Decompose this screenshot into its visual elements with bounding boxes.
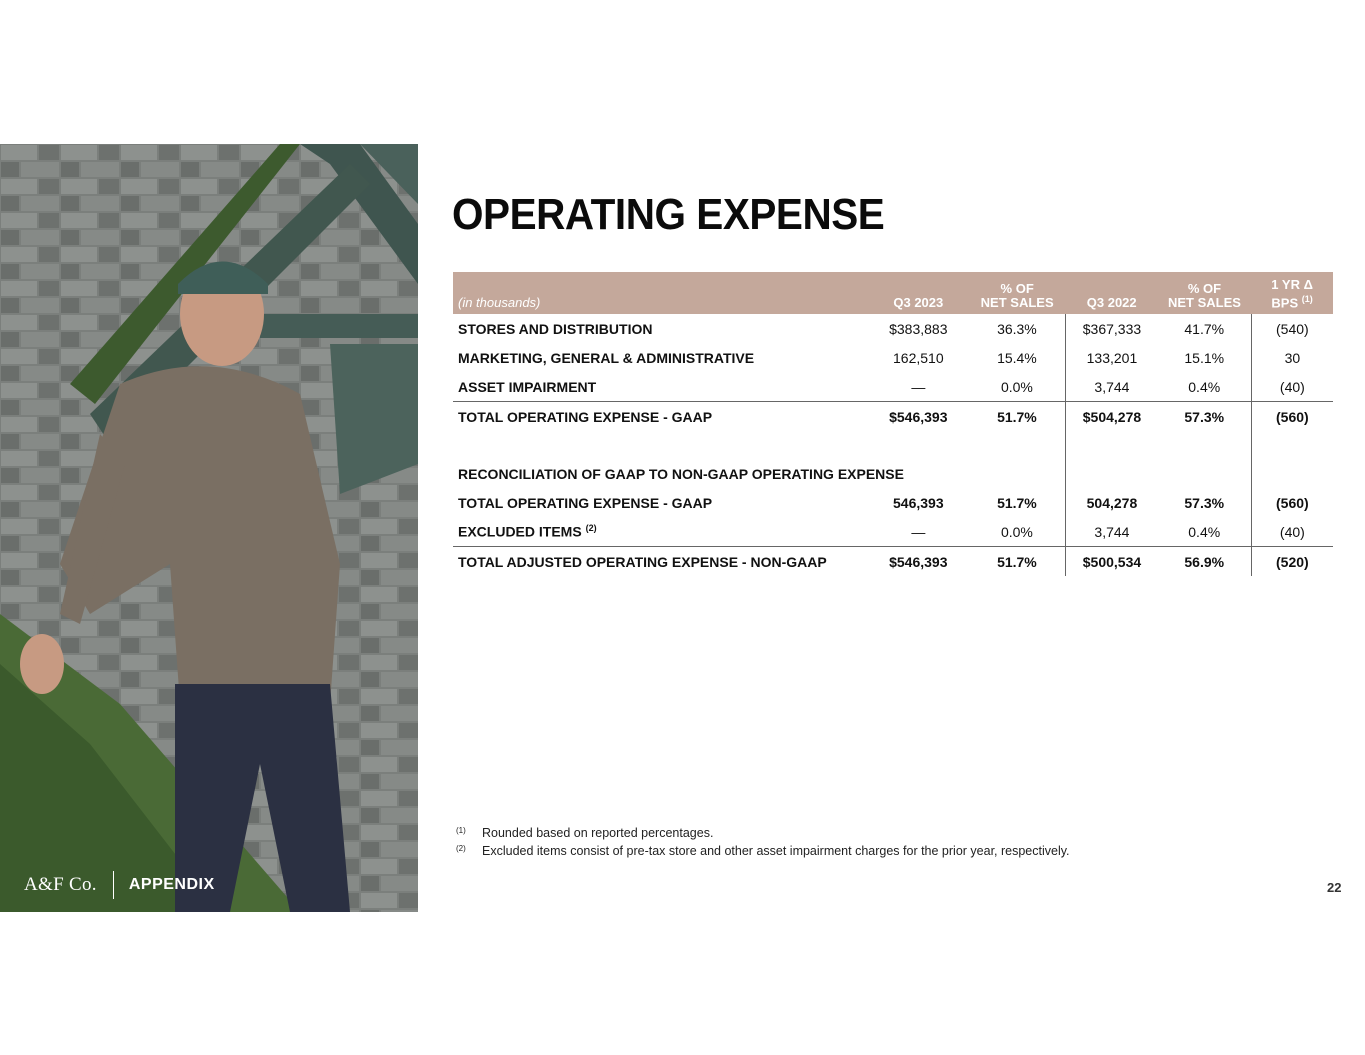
footnote: [456, 844, 1070, 862]
cell-pct-2022: 57.3%: [1158, 402, 1251, 432]
cell-pct-2022: 41.7%: [1184, 320, 1225, 337]
section-heading: RECONCILIATION OF GAAP TO NON-GAAP OPERATING EXPENSE: [458, 465, 904, 482]
cell-pct-2023: 36.3%: [997, 320, 1037, 337]
cell-bps: (40): [1251, 517, 1333, 547]
row-label: TOTAL OPERATING EXPENSE - GAAP: [453, 402, 868, 432]
footnote: [456, 826, 1070, 844]
table-row-total: [453, 547, 1333, 577]
cell-pct-2022: 57.3%: [1184, 494, 1225, 511]
page-number: 22: [1327, 880, 1342, 895]
page-title: OPERATING EXPENSE: [452, 190, 885, 239]
header-pct-2023-line2: NET SALES: [980, 295, 1054, 310]
cell-q3-2023: —: [911, 378, 926, 395]
table-row: [453, 343, 1333, 372]
header-bps-line2: BPS: [1271, 295, 1299, 310]
photo-illustration: [0, 144, 418, 912]
footnote-mark: (2): [456, 844, 466, 853]
header-bps-footnote: (1): [1301, 293, 1313, 304]
header-pct-2022-line2: NET SALES: [1168, 295, 1241, 310]
cell-pct-2023: 15.4%: [997, 349, 1037, 366]
table-row: [453, 314, 1333, 343]
header-bps-line1: 1 YR Δ: [1271, 276, 1313, 292]
cell-q3-2023: $546,393: [868, 402, 969, 432]
table-row-section-heading: [453, 459, 1333, 488]
cell-pct-2022: 15.1%: [1184, 349, 1225, 366]
cell-q3-2023: $546,393: [868, 547, 969, 577]
cell-q3-2023: —: [911, 523, 926, 540]
row-footnote-mark: (2): [585, 523, 597, 534]
header-q3-2022: Q3 2022: [1066, 272, 1158, 314]
brand-footer: [24, 872, 215, 898]
cell-bps: (40): [1251, 372, 1333, 402]
cell-q3-2022: $504,278: [1066, 402, 1158, 432]
brand-divider: [113, 871, 114, 899]
cell-pct-2023: 51.7%: [969, 547, 1066, 577]
operating-expense-table: [453, 272, 1333, 576]
footnote-mark: (1): [456, 826, 466, 835]
cell-bps: (540): [1251, 314, 1333, 343]
cell-bps: (560): [1251, 488, 1333, 517]
cell-bps: (520): [1251, 547, 1333, 577]
table-row: [453, 372, 1333, 402]
row-label: TOTAL OPERATING EXPENSE - GAAP: [458, 494, 713, 511]
cell-q3-2022: 3,744: [1066, 372, 1158, 402]
row-label: MARKETING, GENERAL & ADMINISTRATIVE: [458, 349, 755, 366]
row-label: STORES AND DISTRIBUTION: [458, 320, 653, 337]
header-pct-2022-line1: % OF: [1187, 281, 1222, 296]
cell-q3-2022: $367,333: [1066, 314, 1158, 343]
row-label-with-footnote: [453, 517, 868, 547]
cell-bps: 30: [1251, 343, 1333, 372]
cell-pct-2023: 0.0%: [1000, 523, 1033, 540]
header-q3-2023: Q3 2023: [868, 272, 969, 314]
cell-pct-2023: 51.7%: [969, 402, 1066, 432]
header-bps: [1251, 272, 1333, 314]
footnotes: [456, 826, 1070, 862]
cell-q3-2023: 162,510: [893, 349, 944, 366]
header-pct-2023: [969, 272, 1066, 314]
cell-q3-2022: 504,278: [1066, 488, 1158, 517]
cell-q3-2022: 3,744: [1066, 517, 1158, 547]
cell-pct-2023: 0.0%: [1000, 378, 1033, 395]
cell-bps: (560): [1251, 402, 1333, 432]
header-pct-2023-line1: % OF: [1000, 281, 1034, 296]
table-row: [453, 517, 1333, 547]
hero-photo: [0, 144, 418, 912]
footnote-text: Excluded items consist of pre-tax store and other asset impairment charges for the prior year, respectively.: [482, 844, 1070, 858]
section-label: APPENDIX: [128, 876, 215, 893]
cell-q3-2022: 133,201: [1066, 343, 1158, 372]
row-label: EXCLUDED ITEMS: [458, 523, 582, 540]
table-header-row: [453, 272, 1333, 314]
table-row-total: [453, 402, 1333, 432]
header-label: (in thousands): [453, 272, 868, 314]
cell-pct-2022: 0.4%: [1188, 523, 1221, 540]
cell-q3-2023: 546,393: [893, 494, 944, 511]
row-label: TOTAL ADJUSTED OPERATING EXPENSE - NON-GAAP: [453, 547, 868, 577]
company-logo: A&F Co.: [24, 874, 97, 895]
row-label: ASSET IMPAIRMENT: [458, 378, 597, 395]
table-row: [453, 488, 1333, 517]
cell-pct-2023: 51.7%: [997, 494, 1037, 511]
cell-q3-2022: $500,534: [1066, 547, 1158, 577]
table-spacer-row: [453, 431, 1333, 459]
footnote-text: Rounded based on reported percentages.: [482, 826, 714, 840]
cell-pct-2022: 0.4%: [1188, 378, 1221, 395]
cell-pct-2022: 56.9%: [1158, 547, 1251, 577]
cell-q3-2023: $383,883: [889, 320, 948, 337]
header-pct-2022: [1158, 272, 1251, 314]
